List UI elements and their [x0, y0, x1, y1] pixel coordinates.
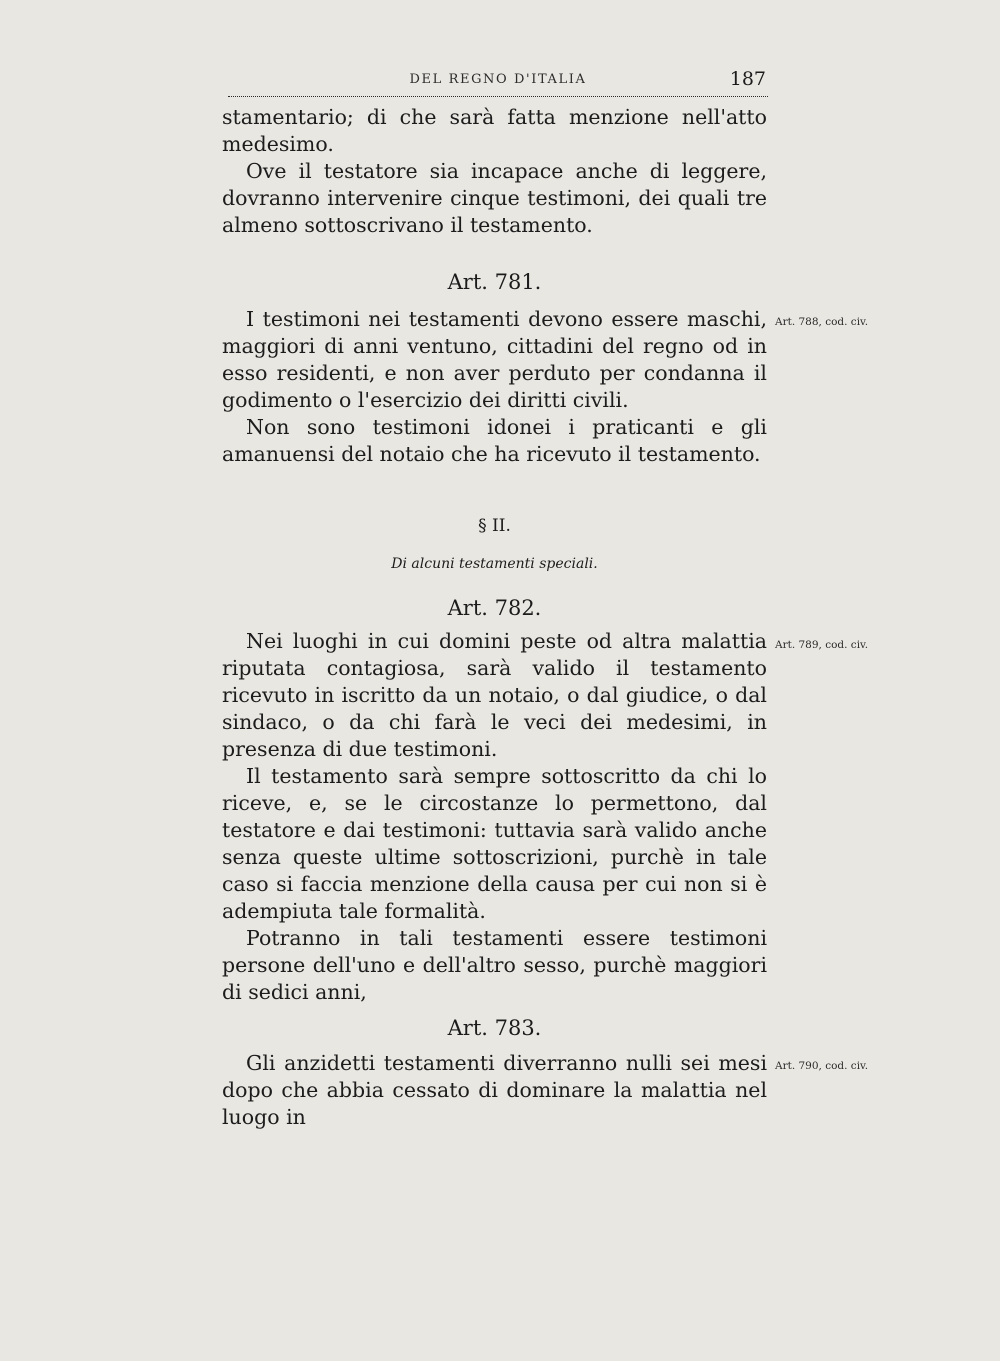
article-783-margin-reference: Art. 790, cod. civ.	[775, 1060, 869, 1072]
section-subtitle: Di alcuni testamenti speciali.	[391, 556, 598, 572]
article-781-paragraph-1: I testimoni nei testamenti devono essere maschi, maggiori di anni ventuno, cittadini del regno od in esso residenti, e non aver perduto per condanna il godimento o l'esercizio dei diritti civili.	[222, 307, 767, 412]
intro-block	[222, 104, 767, 239]
article-783-text	[222, 1050, 767, 1131]
article-781-margin-reference: Art. 788, cod. civ.	[775, 316, 869, 328]
article-781-heading: Art. 781.	[447, 270, 542, 294]
intro-paragraph-1: stamentario; di che sarà fatta menzione nell'atto medesimo.	[222, 105, 767, 156]
article-782-paragraph-3: Potranno in tali testamenti essere testimoni persone dell'uno e dell'altro sesso, purchè maggiori di sedici anni,	[222, 926, 767, 1004]
article-782-paragraph-2: Il testamento sarà sempre sottoscritto da chi lo riceve, e, se le circostanze lo permettono, dal testatore e dai testimoni: tuttavia sarà valido anche senza queste ultime sottoscrizioni, purchè in tale caso si faccia menzione della causa per cui non si è adempiuta tale formalità.	[222, 764, 767, 923]
article-783-paragraph-1: Gli anzidetti testamenti diverranno nulli sei mesi dopo che abbia cessato di dominare la malattia nel luogo in	[222, 1051, 767, 1129]
article-782-text	[222, 628, 767, 1006]
article-782-heading: Art. 782.	[447, 596, 542, 620]
page-number: 187	[729, 68, 766, 90]
section-mark: § II.	[478, 516, 511, 536]
running-title: DEL REGNO D'ITALIA	[409, 72, 587, 87]
running-head	[228, 66, 768, 97]
article-782-paragraph-1: Nei luoghi in cui domini peste od altra malattia riputata contagiosa, sarà valido il testamento ricevuto in iscritto da un notaio, o dal giudice, o dal sindaco, o da chi farà le veci dei medesimi, in presenza di due testimoni.	[222, 629, 767, 761]
intro-paragraph-2: Ove il testatore sia incapace anche di leggere, dovranno intervenire cinque testimoni, dei quali tre almeno sottoscrivano il testamento.	[222, 159, 767, 237]
article-781-paragraph-2: Non sono testimoni idonei i praticanti e gli amanuensi del notaio che ha ricevuto il testamento.	[222, 415, 767, 466]
article-782-margin-reference: Art. 789, cod. civ.	[775, 639, 869, 651]
article-781-text	[222, 306, 767, 468]
article-783-heading: Art. 783.	[447, 1016, 542, 1040]
